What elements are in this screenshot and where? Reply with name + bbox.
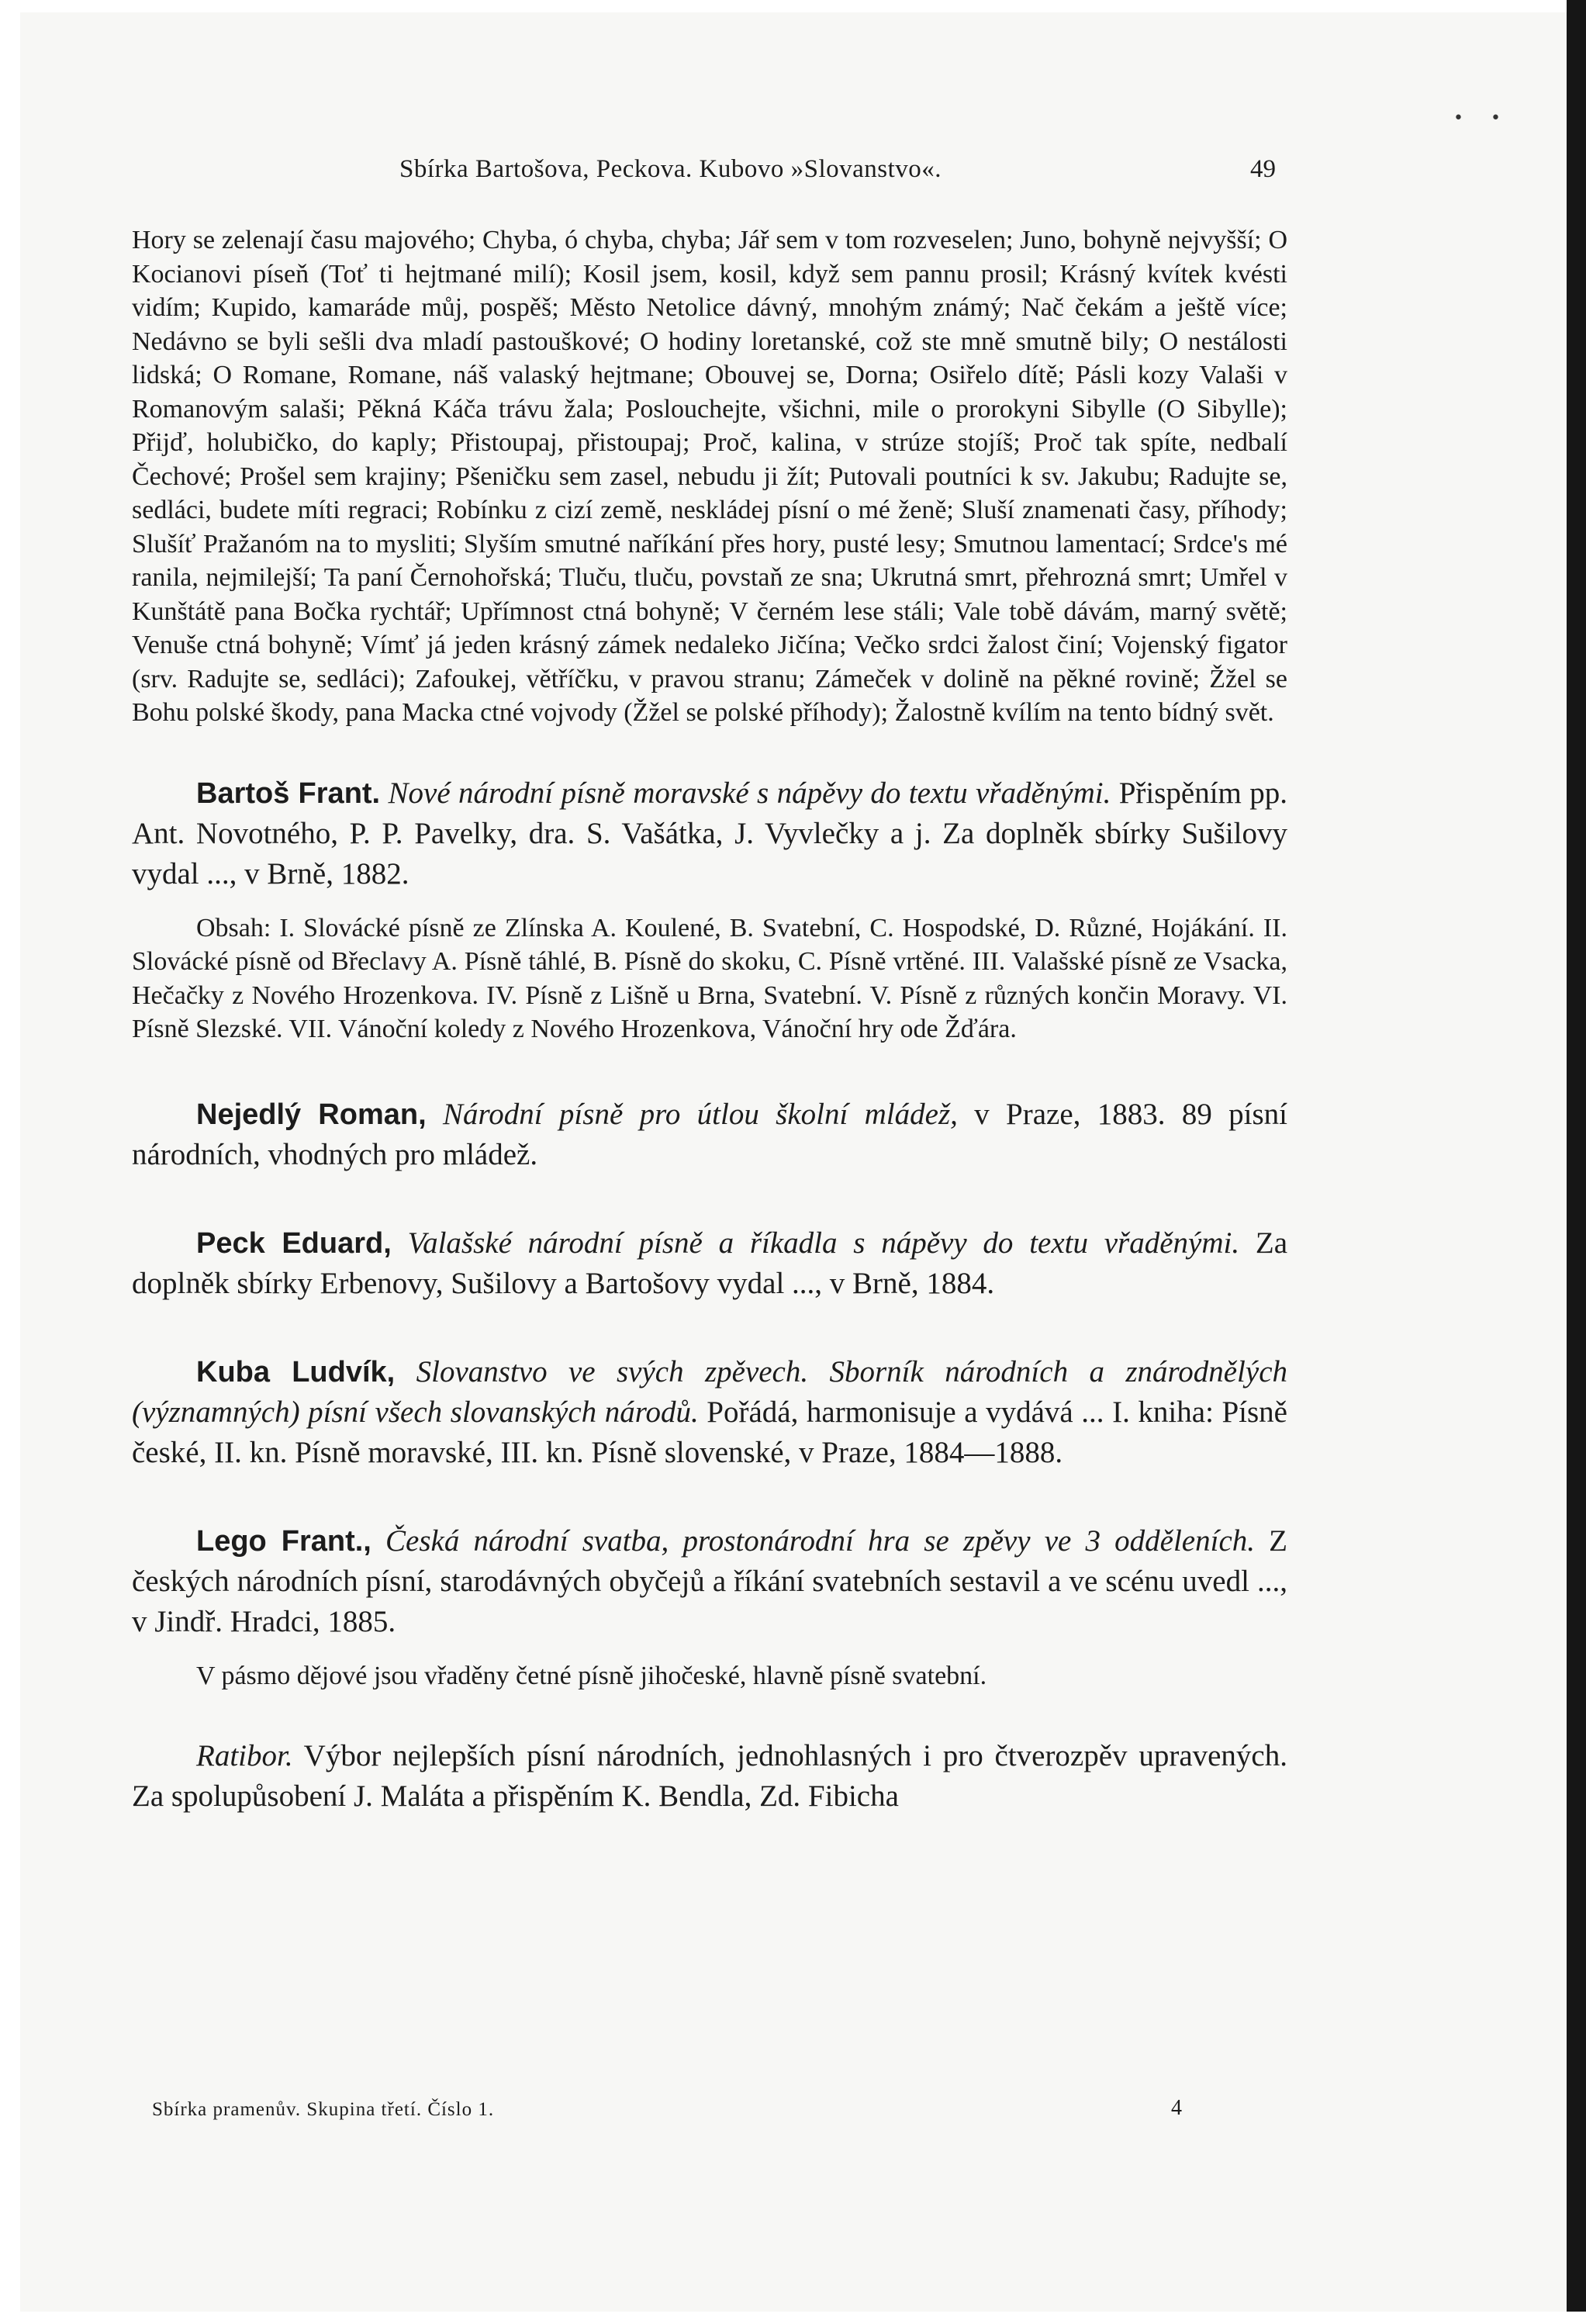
entry-kuba bbox=[132, 1352, 1287, 1473]
page-number: 49 bbox=[1250, 155, 1276, 183]
entry-details: Z českých národních písní, starodávných obyčejů a říkání svatebních sestavil a ve scénu uvedl ..., v Jindř. Hradci, 1885. bbox=[132, 1523, 1288, 1638]
entry-lego bbox=[132, 1521, 1287, 1642]
entry-title: Ratibor. bbox=[196, 1739, 293, 1772]
scan-border-right bbox=[1567, 0, 1586, 2324]
entry-author: Peck Eduard, bbox=[196, 1226, 392, 1260]
entry-nejedly bbox=[132, 1095, 1287, 1175]
song-list-paragraph: Hory se zelenají času majového; Chyba, ó chyba, chyba; Jář sem v tom rozveselen; Juno, bohyně nejvyšší; O Kocianovi píseň (Toť ti hejtmané milí); Kosil jsem, kosil, když sem pannu prosil; Krásný kvítek kvésti vidím; Kupido, kamaráde můj, pospěš; Město Netolice dávný, mnohým známý; Nač čekám a ještě více; Nedávno se byli sešli dva mladí pastouškové; O hodiny loretanské, což ste mně smutně bily; O nestálosti lidská; O Romane, Romane, náš valaský hejtmane; Obouvej se, Dorna; Osiřelo dítě; Pásli kozy Valaši v Romanovým salaši; Pěkná Káča trávu žala; Poslouchejte, všichni, mile o prorokyni Sibylle (O Sibylle); Přijď, holubičko, do kaply; Přistoupaj, přistoupaj; Proč, kalina, v strúze stojíš; Proč tak spíte, nedbalí Čechové; Prošel sem krajiny; Pšeničku sem zasel, nebudu ji žít; Putovali poutníci k sv. Jakubu; Radujte se, sedláci, budete míti regraci; Robínku z cizí země, neskládej písní o mé ženě; Sluší znamenati časy, příhody; Slušíť Pražanóm na to mysliti; Slyším smutné naříkání přes hory, pusté lesy; Smutnou lamentací; Srdce's mé ranila, nejmilejší; Ta paní Černohořská; Tluču, tluču, povstaň ze sna; Ukrutná smrt, přehrozná smrt; Umřel v Kunštátě pana Bočka rychtář; Upřímnost ctná bohyně; V černém lese stáli; Vale tobě dávám, marný světě; Venuše ctná bohyně; Vímť já jeden krásný zámek nedaleko Jičína; Večko srdci žalost činí; Vojenský figator (srv. Radujte se, sedláci); Zafoukej, větříčku, v pravou stranu; Zámeček v dolině na pěkné rovině; Žžel se Bohu polské škody, pana Macka ctné vojvody (Žžel se polské příhody); Žalostně kvílím na tento bídný svět. bbox=[132, 226, 1287, 727]
entry-details: Přispěním pp. Ant. Novotného, P. P. Pavelky, dra. S. Vašátka, J. Vyvlečky a j. Za doplněk sbírky Sušilovy vydal ..., v Brně, 1882. bbox=[132, 776, 1288, 891]
entry-details: Výbor nejlepších písní národních, jednohlasných i pro čtverozpěv upravených. Za spolupůsobení J. Maláta a přispěním K. Bendla, Zd. Fibicha bbox=[132, 1739, 1287, 1813]
entry-ratibor bbox=[132, 1736, 1287, 1817]
entry-title: Národní písně pro útlou školní mládež, bbox=[443, 1097, 958, 1131]
entry-details: Pořádá, harmonisuje a vydává ... I. kniha: Písně české, II. kn. Písně moravské, III. kn. Písně slovenské, v Praze, 1884—1888. bbox=[132, 1395, 1287, 1469]
entry-author: Bartoš Frant. bbox=[196, 776, 381, 810]
entry-author: Nejedlý Roman, bbox=[196, 1098, 427, 1131]
entry-note: Obsah: I. Slovácké písně ze Zlínska A. Koulené, B. Svatební, C. Hospodské, D. Různé, Hojákání. II. Slovácké písně od Břeclavy A. Písně táhlé, B. Písně do skoku, C. Písně vrtěné. III. Valašské písně ze Vsacka, Hečačky z Nového Hrozenkova. IV. Písně z Lišně u Brna, Svatební. V. Písně z různých končin Moravy. VI. Písně Slezské. VII. Vánoční koledy z Nového Hrozenkova, Vánoční hry ode Žďára. bbox=[132, 913, 1287, 1043]
entry-peck bbox=[132, 1223, 1287, 1304]
scan-border-bottom bbox=[0, 2312, 1586, 2324]
footer-series: Sbírka pramenův. Skupina třetí. Číslo 1. bbox=[152, 2099, 495, 2120]
page-body bbox=[132, 223, 1287, 1817]
entry-note: V pásmo dějové jsou vřaděny četné písně jihočeské, hlavně písně svatební. bbox=[196, 1661, 987, 1690]
entry-title: Valašské národní písně a říkadla s nápěvy do textu vřaděnými. bbox=[407, 1226, 1240, 1260]
running-title: Sbírka Bartošova, Peckova. Kubovo »Slovanstvo«. bbox=[399, 155, 942, 183]
scan-border-top bbox=[0, 0, 1586, 12]
entry-title: Slovanstvo ve svých zpěvech. Sborník národních a znárodnělých (významných) písní všech slovanských národů. bbox=[132, 1354, 1288, 1429]
entry-bartos bbox=[132, 773, 1287, 894]
entry-author: Lego Frant., bbox=[196, 1524, 371, 1558]
entry-title: Nové národní písně moravské s nápěvy do textu vřaděnými. bbox=[388, 776, 1111, 810]
footer-signature: 4 bbox=[1171, 2096, 1182, 2120]
scan-specks: • • bbox=[1453, 109, 1512, 128]
entry-author: Kuba Ludvík, bbox=[196, 1355, 396, 1389]
entry-details: v Praze, 1883. 89 písní národních, vhodných pro mládež. bbox=[132, 1097, 1288, 1171]
scan-border-left bbox=[0, 0, 20, 2324]
entry-title: Česká národní svatba, prostonárodní hra se zpěvy ve 3 odděleních. bbox=[385, 1523, 1256, 1558]
entry-details: Za doplněk sbírky Erbenovy, Sušilovy a Bartošovy vydal ..., v Brně, 1884. bbox=[132, 1226, 1288, 1300]
